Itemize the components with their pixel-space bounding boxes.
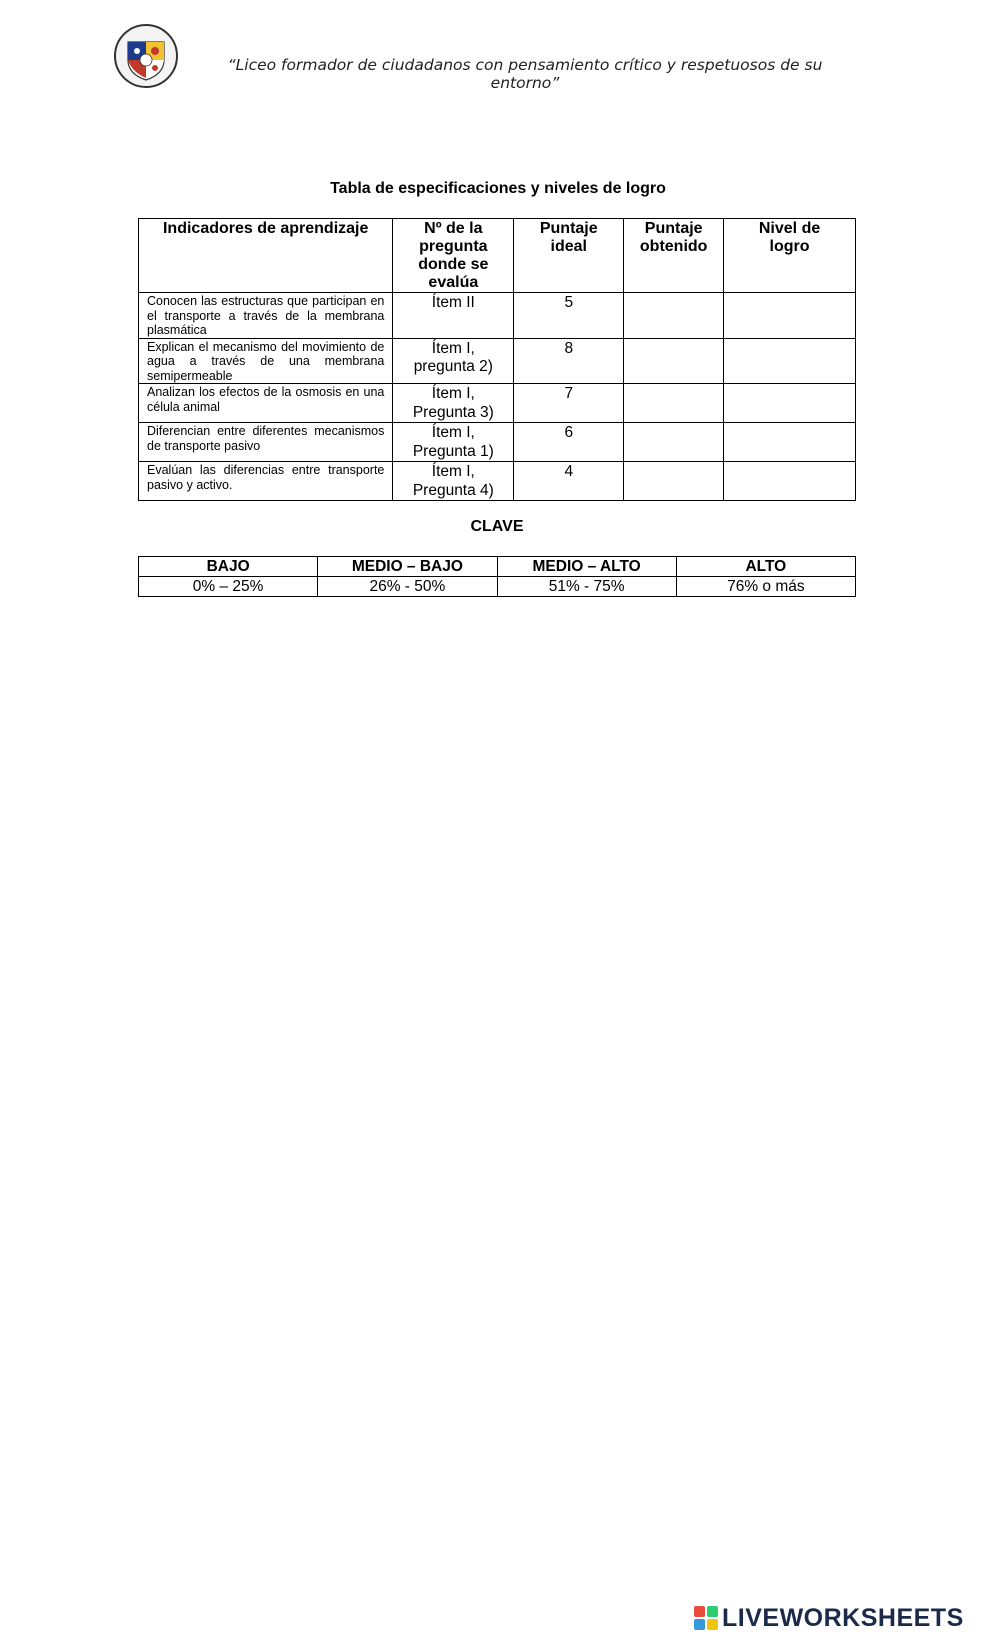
indicator-cell: Conocen las estructuras que participan en el transporte a través de la membrana plasmática (139, 293, 393, 339)
level-range: 26% - 50% (318, 577, 497, 597)
table-row (139, 384, 856, 423)
header-obtained: Puntaje obtenido (624, 219, 724, 293)
table-header-row (139, 219, 856, 293)
question-cell: Ítem II (393, 293, 514, 339)
question-cell: Ítem I, Pregunta 3) (393, 384, 514, 423)
table-row (139, 338, 856, 384)
level-label: BAJO (139, 557, 318, 577)
indicator-cell: Evalúan las diferencias entre transporte pasivo y activo. (139, 462, 393, 501)
obtained-score-cell[interactable] (624, 423, 724, 462)
indicator-cell: Explican el mecanismo del movimiento de agua a través de una membrana semipermeable (139, 338, 393, 384)
header-ideal: Puntaje ideal (514, 219, 624, 293)
level-cell[interactable] (724, 462, 856, 501)
ideal-score-cell: 6 (514, 423, 624, 462)
question-cell: Ítem I, Pregunta 1) (393, 423, 514, 462)
school-motto: “Liceo formador de ciudadanos con pensamiento crítico y respetuosos de su entorno” (227, 56, 823, 92)
levels-range-row (139, 577, 856, 597)
level-label: MEDIO – ALTO (497, 557, 676, 577)
brand-name: LIVEWORKSHEETS (722, 1603, 964, 1632)
obtained-score-cell[interactable] (624, 293, 724, 339)
ideal-score-cell: 5 (514, 293, 624, 339)
school-crest-icon (112, 22, 180, 90)
question-cell: Ítem I, Pregunta 4) (393, 462, 514, 501)
achievement-levels-table (138, 556, 856, 597)
table-row (139, 423, 856, 462)
header-indicator: Indicadores de aprendizaje (139, 219, 393, 293)
level-cell[interactable] (724, 338, 856, 384)
level-cell[interactable] (724, 423, 856, 462)
level-cell[interactable] (724, 293, 856, 339)
levels-header-row (139, 557, 856, 577)
level-label: ALTO (676, 557, 855, 577)
question-cell: Ítem I, pregunta 2) (393, 338, 514, 384)
ideal-score-cell: 8 (514, 338, 624, 384)
table-row (139, 293, 856, 339)
obtained-score-cell[interactable] (624, 338, 724, 384)
table-row (139, 462, 856, 501)
ideal-score-cell: 4 (514, 462, 624, 501)
key-title: CLAVE (470, 518, 524, 535)
specifications-table (138, 218, 856, 501)
obtained-score-cell[interactable] (624, 384, 724, 423)
header-question: Nº de la pregunta donde se evalúa (393, 219, 514, 293)
level-label: MEDIO – BAJO (318, 557, 497, 577)
level-range: 0% – 25% (139, 577, 318, 597)
indicator-cell: Analizan los efectos de la osmosis en una célula animal (139, 384, 393, 423)
header-level: Nivel de logro (724, 219, 856, 293)
spec-table-title: Tabla de especificaciones y niveles de logro (330, 180, 666, 197)
liveworksheets-logo-icon (694, 1606, 718, 1630)
level-range: 51% - 75% (497, 577, 676, 597)
liveworksheets-brand (694, 1604, 964, 1632)
obtained-score-cell[interactable] (624, 462, 724, 501)
level-range: 76% o más (676, 577, 855, 597)
level-cell[interactable] (724, 384, 856, 423)
ideal-score-cell: 7 (514, 384, 624, 423)
indicator-cell: Diferencian entre diferentes mecanismos de transporte pasivo (139, 423, 393, 462)
